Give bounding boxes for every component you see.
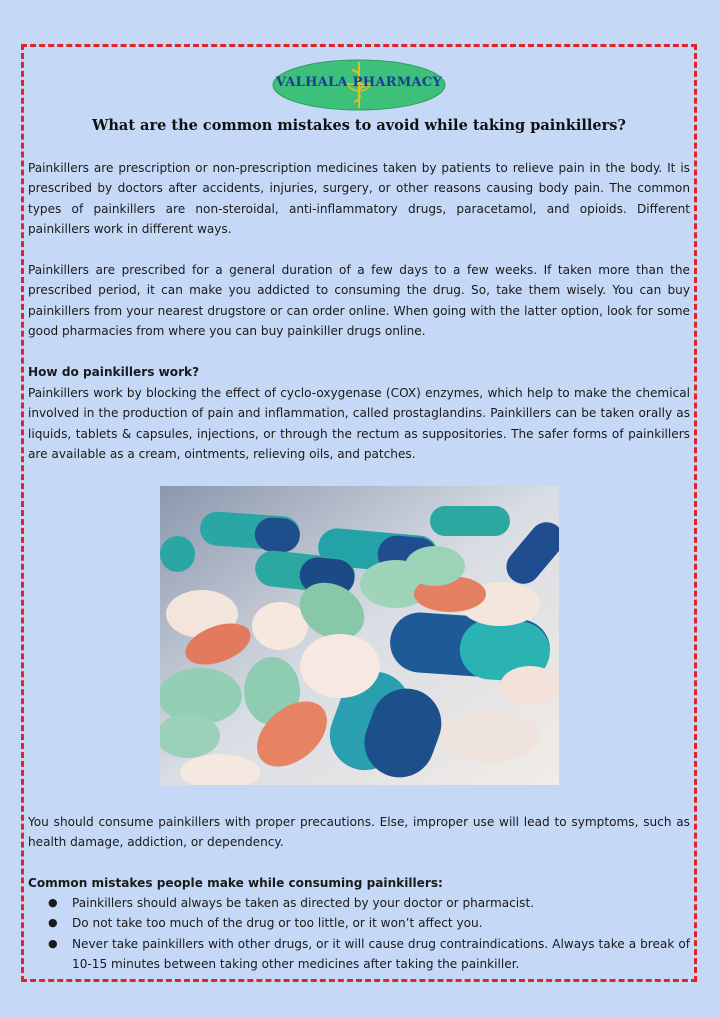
mistakes-list (28, 893, 690, 975)
list-item: ● Do not take too much of the drug or too little, or it won’t affect you. (28, 913, 690, 933)
bullet-icon: ● (48, 936, 58, 950)
list-item: ● Never take painkillers with other drugs, or it will cause drug contraindications. Always take a break of 10-15 minutes between taking other medicines after taking the painkiller. (28, 934, 690, 975)
duration-paragraph: Painkillers are prescribed for a general duration of a few days to a few weeks. If taken more than the prescribed period, it can make you addicted to consuming the drug. So, take them wisely. You can buy painkillers from your nearest drugstore or can order online. When going with the latter option, look for some good pharmacies from where you can buy painkiller drugs online. (28, 263, 690, 339)
pills-photo (160, 486, 559, 785)
pharmacy-logo (272, 58, 446, 112)
page-title: What are the common mistakes to avoid while taking painkillers? (92, 117, 626, 134)
intro-paragraph: Painkillers are prescription or non-prescription medicines taken by patients to relieve pain in the body. It is prescribed by doctors after accidents, injuries, surgery, or other reasons causing body pain. The common types of painkillers are non-steroidal, anti-inflammatory drugs, paracetamol, and opioids. Different painkillers work in different ways. (28, 161, 690, 237)
common-mistakes-heading: Common mistakes people make while consuming painkillers: (28, 876, 443, 890)
how-it-works-paragraph: Painkillers work by blocking the effect of cyclo-oxygenase (COX) enzymes, which help to make the chemical involved in the production of pain and inflammation, called prostaglandins. Painkillers can be taken orally as liquids, tablets & capsules, injections, or through the rectum as suppositories. The safer forms of painkillers are available as a cream, ointments, relieving oils, and patches. (28, 386, 690, 462)
logo-text: VALHALA PHARMACY (275, 75, 443, 90)
precautions-paragraph: You should consume painkillers with proper precautions. Else, improper use will lead to symptoms, such as health damage, addiction, or dependency. (28, 815, 690, 850)
how-it-works-heading: How do painkillers work? (28, 365, 200, 379)
bullet-icon: ● (48, 896, 58, 909)
bullet-icon: ● (48, 916, 58, 930)
list-item: ● Painkillers should always be taken as directed by your doctor or pharmacist. (28, 893, 690, 913)
